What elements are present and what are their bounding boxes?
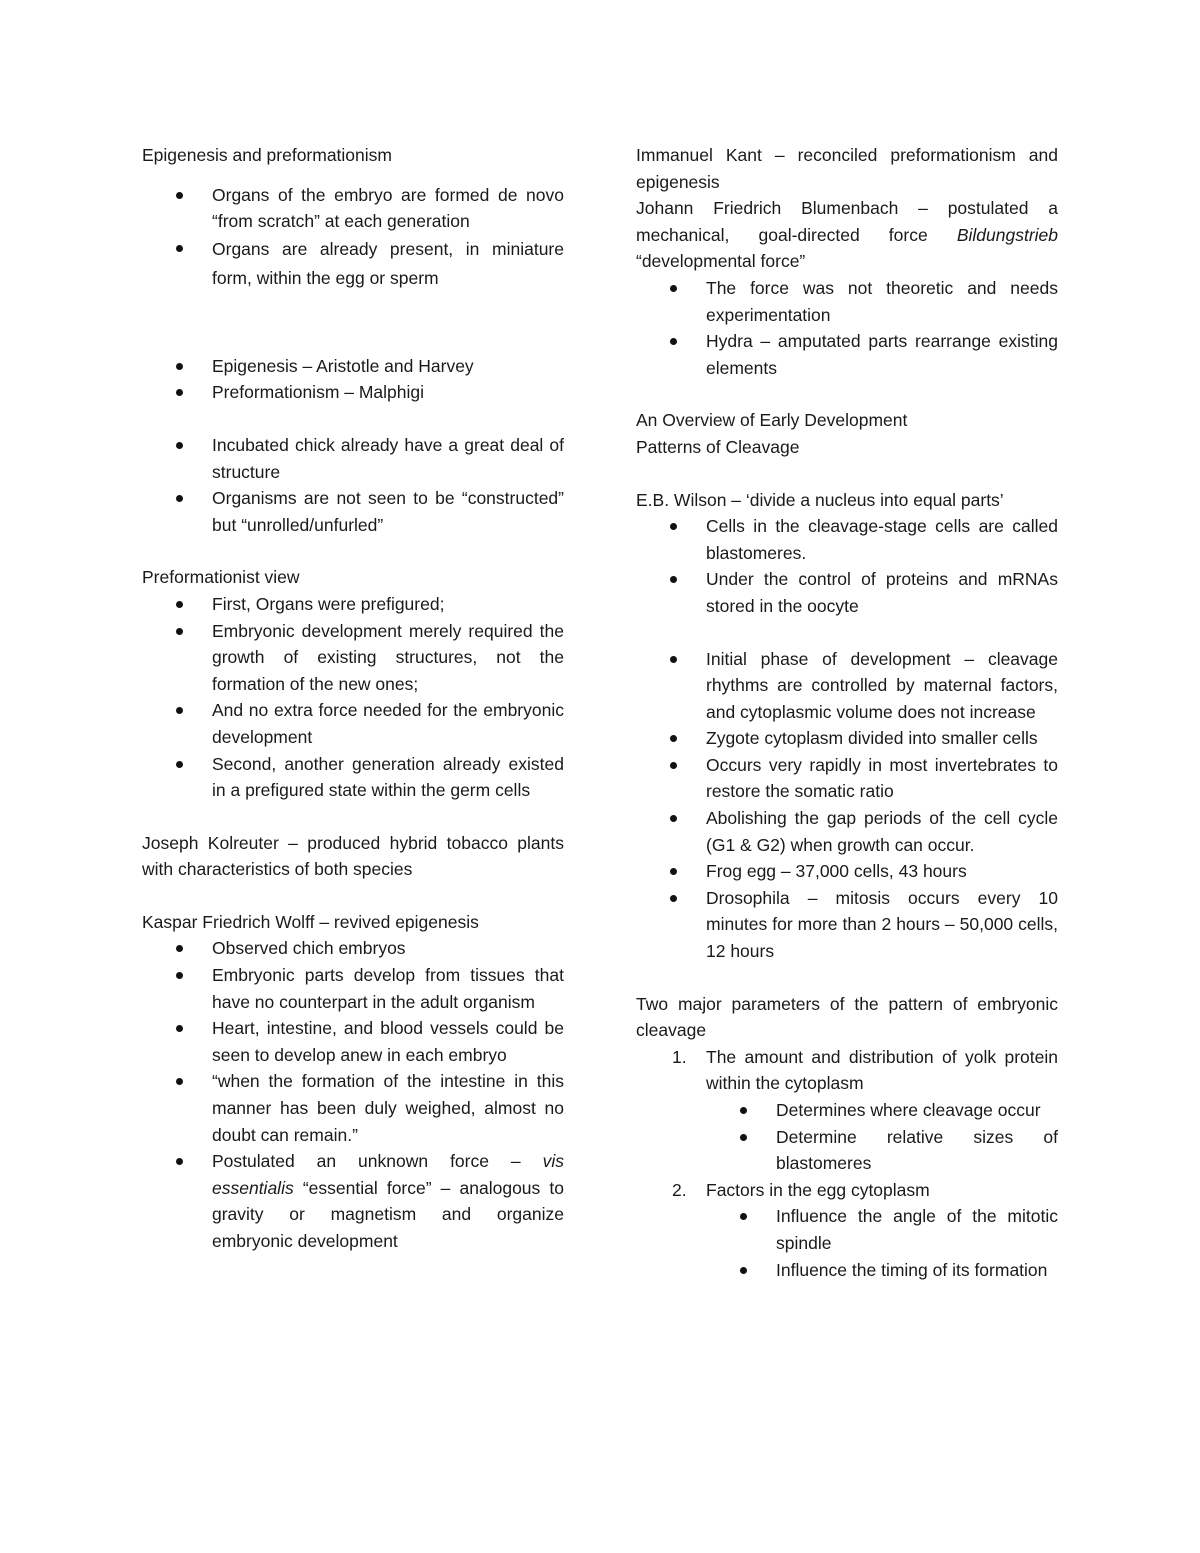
sub-list-item: Influence the timing of its formation bbox=[636, 1257, 1058, 1284]
list-item: Epigenesis – Aristotle and Harvey bbox=[142, 353, 564, 380]
list-item: Zygote cytoplasm divided into smaller cells bbox=[636, 725, 1058, 752]
heading-wolff: Kaspar Friedrich Wolff – revived epigenesis bbox=[142, 911, 479, 932]
heading-epigenesis: Epigenesis and preformationism bbox=[142, 145, 392, 165]
bullet-list bbox=[142, 591, 564, 804]
bullet-list bbox=[636, 275, 1058, 381]
bullet-list bbox=[142, 353, 564, 406]
list-item: Organs of the embryo are formed de novo “from scratch” at each generation bbox=[142, 182, 564, 235]
heading-patterns-of-cleavage: Patterns of Cleavage bbox=[636, 436, 800, 457]
list-item: Initial phase of development – cleavage rhythms are controlled by maternal factors, and cytoplasmic volume does not increase bbox=[636, 646, 1058, 726]
sub-list-item: Influence the angle of the mitotic spindle bbox=[636, 1203, 1058, 1256]
paragraph-blumenbach bbox=[636, 195, 1058, 275]
italic-term: Bildungstrieb bbox=[956, 224, 1058, 245]
bullet-list bbox=[636, 513, 1058, 619]
numbered-item bbox=[636, 1044, 1058, 1097]
list-item: The force was not theoretic and needs experimentation bbox=[636, 275, 1058, 328]
list-item: Cells in the cleavage-stage cells are called blastomeres. bbox=[636, 513, 1058, 566]
list-item: Embryonic parts develop from tissues that have no counterpart in the adult organism bbox=[142, 962, 564, 1015]
list-item: Under the control of proteins and mRNAs stored in the oocyte bbox=[636, 566, 1058, 619]
list-item: Observed chich embryos bbox=[142, 935, 564, 962]
heading-preformationist-view: Preformationist view bbox=[142, 567, 300, 588]
item-text: The amount and distribution of yolk protein within the cytoplasm bbox=[706, 1046, 1058, 1094]
text-run: “essential force” – analogous to gravity or magnetism and organize embryonic development bbox=[212, 1177, 564, 1251]
paragraph-two-parameters: Two major parameters of the pattern of embryonic cleavage bbox=[636, 993, 1058, 1041]
text-run: “developmental force” bbox=[636, 251, 806, 272]
paragraph-kolreuter: Joseph Kolreuter – produced hybrid tobacco plants with characteristics of both species bbox=[142, 832, 564, 880]
list-item bbox=[142, 1148, 564, 1254]
list-item: “when the formation of the intestine in this manner has been duly weighed, almost no doubt can remain.” bbox=[142, 1068, 564, 1148]
list-item: Embryonic development merely required the growth of existing structures, not the formation of the new ones; bbox=[142, 618, 564, 698]
list-item: Abolishing the gap periods of the cell cycle (G1 & G2) when growth can occur. bbox=[636, 805, 1058, 858]
list-item: Organs are already present, in miniature form, within the egg or sperm bbox=[142, 235, 564, 293]
numbered-item bbox=[636, 1177, 1058, 1204]
heading-overview: An Overview of Early Development bbox=[636, 410, 908, 431]
item-text: Factors in the egg cytoplasm bbox=[706, 1179, 930, 1200]
list-item: Preformationism – Malphigi bbox=[142, 379, 564, 406]
list-item: Drosophila – mitosis occurs every 10 minutes for more than 2 hours – 50,000 cells, 12 hours bbox=[636, 885, 1058, 965]
list-item: Frog egg – 37,000 cells, 43 hours bbox=[636, 858, 1058, 885]
item-number: 2. bbox=[672, 1179, 687, 1200]
right-column bbox=[636, 142, 1058, 1283]
list-item: Second, another generation already existed in a prefigured state within the germ cells bbox=[142, 751, 564, 804]
list-item: Hydra – amputated parts rearrange existing elements bbox=[636, 328, 1058, 381]
list-item: And no extra force needed for the embryonic development bbox=[142, 697, 564, 750]
left-column bbox=[142, 142, 564, 1255]
list-item: Organisms are not seen to be “constructed” but “unrolled/unfurled” bbox=[142, 485, 564, 538]
numbered-list bbox=[636, 1044, 1058, 1283]
bullet-list bbox=[142, 182, 564, 293]
italic-term: vis essentialis bbox=[212, 1151, 564, 1198]
heading-wilson: E.B. Wilson – ‘divide a nucleus into equal parts’ bbox=[636, 489, 1004, 510]
sub-list-item: Determine relative sizes of blastomeres bbox=[636, 1124, 1058, 1177]
item-number: 1. bbox=[672, 1046, 687, 1067]
bullet-list bbox=[142, 935, 564, 1254]
bullet-list bbox=[636, 646, 1058, 965]
list-item: Heart, intestine, and blood vessels could be seen to develop anew in each embryo bbox=[142, 1015, 564, 1068]
text-run: Johann Friedrich Blumenbach – postulated a mechanical, goal-directed force bbox=[636, 198, 1058, 245]
list-item: Occurs very rapidly in most invertebrates to restore the somatic ratio bbox=[636, 752, 1058, 805]
list-item: Incubated chick already have a great deal of structure bbox=[142, 432, 564, 485]
sub-list-item: Determines where cleavage occur bbox=[636, 1097, 1058, 1124]
paragraph-kant: Immanuel Kant – reconciled preformationism and epigenesis bbox=[636, 145, 1058, 192]
text-run: Postulated an unknown force – bbox=[212, 1151, 543, 1172]
list-item: First, Organs were prefigured; bbox=[142, 591, 564, 618]
bullet-list bbox=[142, 432, 564, 538]
